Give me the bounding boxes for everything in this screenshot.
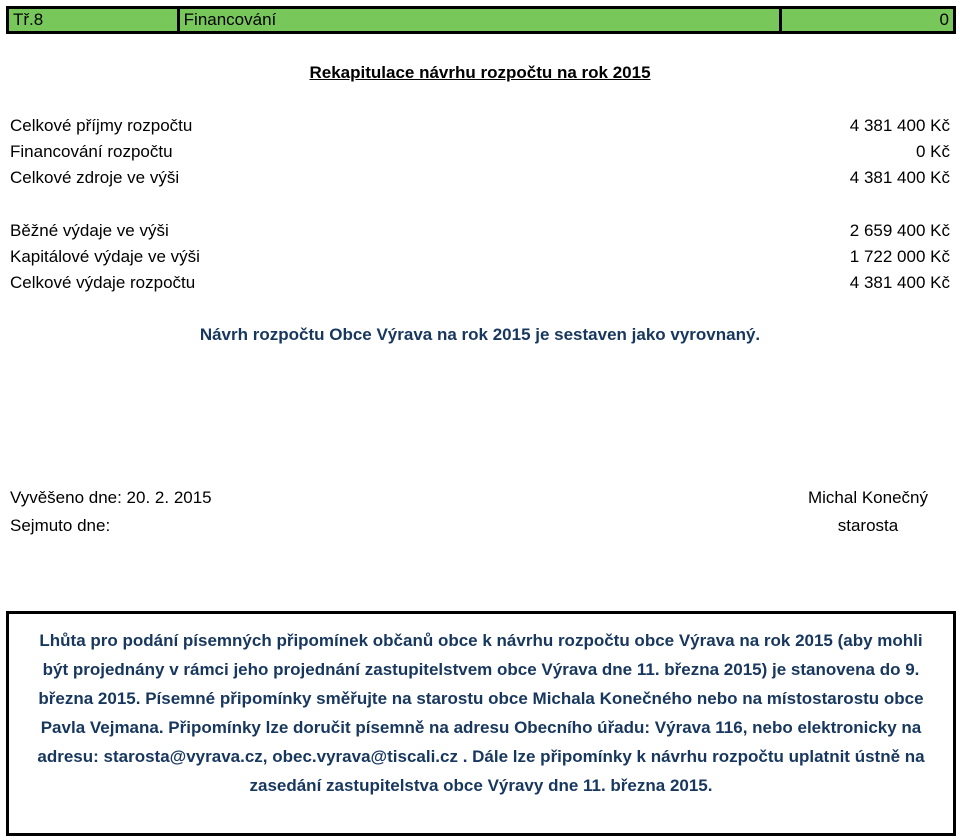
- row-value: 4 381 400 Kč: [849, 273, 950, 292]
- expense-row: [10, 270, 950, 296]
- expense-section: [10, 218, 950, 296]
- row-label: Běžné výdaje ve výši: [10, 221, 169, 240]
- balanced-statement: Návrh rozpočtu Obce Výrava na rok 2015 je sestaven jako vyrovnaný.: [199, 325, 761, 344]
- income-row: [10, 165, 950, 191]
- row-value: 2 659 400 Kč: [849, 221, 950, 240]
- row-label: Financování rozpočtu: [10, 142, 173, 161]
- header-name-cell: Financování: [180, 6, 783, 34]
- row-value: 4 381 400 Kč: [849, 168, 950, 187]
- row-label: Celkové příjmy rozpočtu: [10, 116, 193, 135]
- income-row: [10, 113, 950, 139]
- row-label: Celkové zdroje ve výši: [10, 168, 180, 187]
- header-class-cell: Tř.8: [6, 6, 180, 34]
- signature-block: [790, 484, 946, 540]
- signatory-name: Michal Konečný: [807, 488, 928, 507]
- header-value-cell: 0: [782, 6, 956, 34]
- row-value: 0 Kč: [915, 142, 950, 161]
- row-value: 1 722 000 Kč: [849, 247, 950, 266]
- row-value: 4 381 400 Kč: [849, 116, 950, 135]
- notice-box: [6, 611, 956, 836]
- posted-date: Vyvěšeno dne: 20. 2. 2015: [10, 488, 212, 507]
- header-bar: [6, 6, 956, 32]
- recap-title: Rekapitulace návrhu rozpočtu na rok 2015: [309, 63, 651, 82]
- income-section: [10, 113, 950, 191]
- expense-row: [10, 218, 950, 244]
- removed-date: Sejmuto dne:: [10, 516, 111, 535]
- posting-info: [10, 484, 212, 540]
- expense-row: [10, 244, 950, 270]
- notice-text: Lhůta pro podání písemných připomínek občanů obce k návrhu rozpočtu obce Výrava na rok 2015 (aby mohli být projednány v rámci jeho projednání zastupitelstvem obce Výrava dne 11. března 2015) je stanovena do 9. března 2015. Písemné připomínky směřujte na starostu obce Michala Konečného nebo na místostarostu obce Pavla Vejmana. Připomínky lze doručit písemně na adresu Obecního úřadu: Výrava 116, nebo elektronicky na adresu: starosta@vyrava.cz, obec.vyrava@tiscali.cz . Dále lze připomínky k návrhu rozpočtu uplatnit ústně na zasedání zastupitelstva obce Výravy dne 11. března 2015.: [37, 631, 925, 795]
- row-label: Celkové výdaje rozpočtu: [10, 273, 196, 292]
- signatory-role: starosta: [837, 516, 899, 535]
- row-label: Kapitálové výdaje ve výši: [10, 247, 200, 266]
- income-row: [10, 139, 950, 165]
